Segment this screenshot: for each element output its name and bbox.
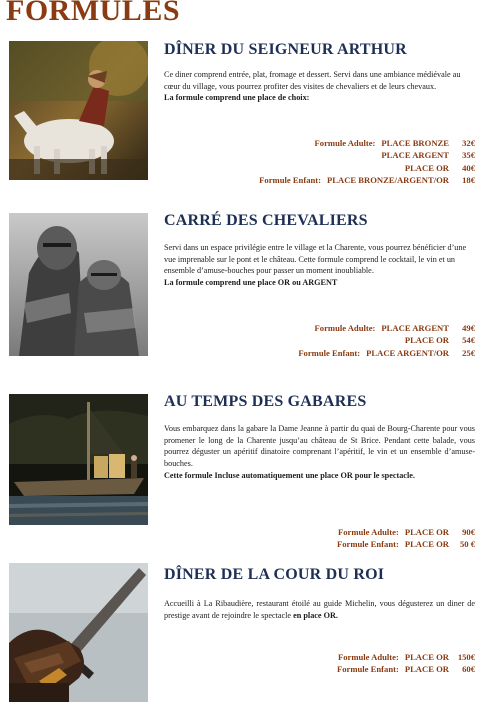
- price-list: [298, 322, 475, 359]
- price-label: Formule Adulte:: [337, 652, 399, 662]
- description-bold: en place OR.: [293, 610, 338, 620]
- price-value: 25€: [462, 347, 475, 358]
- price-list: [259, 137, 475, 186]
- section-description: [164, 423, 475, 482]
- place-name: PLACE OR: [404, 335, 449, 346]
- price-row: [259, 174, 475, 186]
- price-list: [337, 526, 475, 551]
- price-row: [337, 526, 475, 538]
- price-list: [337, 651, 475, 676]
- place-name: PLACE ARGENT: [381, 323, 449, 333]
- price-value: 150€: [457, 652, 475, 662]
- price-value: 90€: [462, 527, 475, 537]
- place-name: PLACE OR: [404, 162, 449, 173]
- price-value: 35€: [462, 150, 475, 161]
- description-text: Ce diner comprend entrée, plat, fromage et dessert. Servi dans une ambiance médiévale au cœur du village, vous pourrez profiter des visites de chevaliers et de leurs chevaux.: [164, 70, 461, 91]
- knights-armor-photo: [9, 213, 148, 356]
- gabare-boat-photo: [9, 394, 148, 525]
- place-name: PLACE BRONZE/ARGENT/OR: [327, 174, 449, 185]
- section-title: AU TEMPS DES GABARES: [164, 393, 367, 410]
- page-title: FORMULES: [6, 0, 181, 27]
- price-label: Formule Adulte:: [314, 138, 376, 148]
- price-value: 32€: [462, 138, 475, 148]
- description-bold: La formule comprend une place OR ou ARGENT: [164, 278, 338, 288]
- price-row: [337, 663, 475, 675]
- price-row: [298, 322, 475, 334]
- description-text: Vous embarquez dans la gabare la Dame Jeanne à partir du quai de Bourg-Charente pour vous promener le long de la Charente jusqu’au château de St Brice. Pendant cette balade, vous pourrez déguster un apéritif dinatoire comprenant l’apéritif, le vin et un ensemble d’amuse-bouches.: [164, 424, 475, 469]
- place-name: PLACE OR: [404, 664, 449, 675]
- price-label: Formule Enfant:: [337, 539, 399, 550]
- description-bold: La formule comprend une place de choix:: [164, 93, 310, 103]
- place-name: PLACE ARGENT: [381, 150, 449, 161]
- price-value: 40€: [462, 162, 475, 173]
- place-name: PLACE ARGENT/OR: [366, 347, 449, 358]
- price-row: [337, 651, 475, 663]
- description-bold: Cette formule Incluse automatiquement une place OR pour le spectacle.: [164, 470, 415, 480]
- section-title: DÎNER DU SEIGNEUR ARTHUR: [164, 41, 407, 58]
- place-name: PLACE OR: [404, 539, 449, 550]
- price-value: 54€: [462, 335, 475, 346]
- price-row: [259, 162, 475, 174]
- price-value: 50 €: [459, 539, 475, 550]
- price-value: 18€: [462, 174, 475, 185]
- sword-hand-photo: [9, 563, 148, 702]
- price-label: Formule Adulte:: [314, 323, 376, 333]
- place-name: PLACE BRONZE: [381, 138, 449, 148]
- price-row: [259, 149, 475, 161]
- price-label: Formule Enfant:: [259, 174, 321, 185]
- description-text: Servi dans un espace privilégie entre le village et la Charente, vous pourrez bénéficier d’une vue imprenable sur le pont et le château. Cette formule comprend le cocktail, le vin et un ensemble d’amuse-bouches pour passer un moment inoubliable.: [164, 243, 467, 276]
- section-description: [164, 242, 475, 289]
- place-name: PLACE OR: [404, 527, 449, 537]
- price-row: [259, 137, 475, 149]
- price-row: [298, 334, 475, 346]
- place-name: PLACE OR: [404, 652, 449, 662]
- price-row: [337, 538, 475, 550]
- section-title: CARRÉ DES CHEVALIERS: [164, 212, 368, 229]
- price-label: Formule Enfant:: [298, 347, 361, 358]
- section-description: [164, 598, 475, 621]
- section-title: DÎNER DE LA COUR DU ROI: [164, 566, 385, 583]
- price-row: [298, 347, 475, 359]
- price-label: Formule Adulte:: [337, 527, 399, 537]
- description-text: Accueilli à La Ribaudière, restaurant étoilé au guide Michelin, vous dégusterez un diner de prestige avant de rejoindre le spectacle: [164, 599, 475, 620]
- price-value: 60€: [462, 664, 475, 675]
- section-description: [164, 69, 475, 104]
- price-label: Formule Enfant:: [337, 664, 399, 675]
- price-value: 49€: [462, 323, 475, 333]
- knight-horse-photo: [9, 41, 148, 180]
